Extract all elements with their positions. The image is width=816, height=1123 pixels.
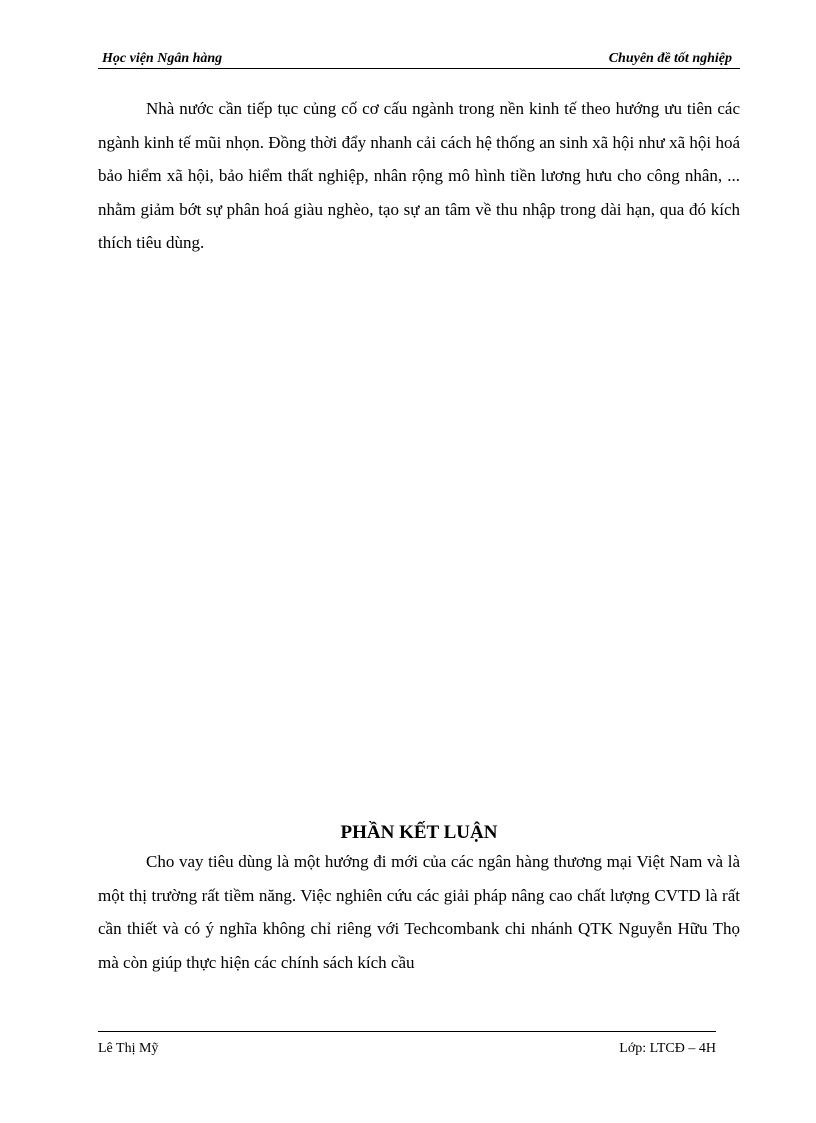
page-header [98,50,740,69]
header-institution: Học viện Ngân hàng [102,51,223,66]
page-footer [98,1031,716,1056]
body-paragraph: Nhà nước cần tiếp tục củng cố cơ cấu ngành trong nền kinh tế theo hướng ưu tiên các ngành kinh tế mũi nhọn. Đồng thời đẩy nhanh cải cách hệ thống an sinh xã hội như xã hội hoá bảo hiểm xã hội, bảo hiểm thất nghiệp, nhân rộng mô hình tiền lương hưu cho công nhân, ... nhằm giảm bớt sự phân hoá giàu nghèo, tạo sự an tâm về thu nhập trong dài hạn, qua đó kích thích tiêu dùng. [98,99,740,252]
header-document-type: Chuyên đề tốt nghiệp [608,51,732,66]
footer-author: Lê Thị Mỹ [98,1041,159,1056]
section-heading: PHẦN KẾT LUẬN [340,822,498,843]
conclusion-paragraph: Cho vay tiêu dùng là một hướng đi mới của các ngân hàng thương mại Việt Nam và là một thị trường rất tiềm năng. Việc nghiên cứu các giải pháp nâng cao chất lượng CVTD là rất cần thiết và có ý nghĩa không chỉ riêng với Techcombank chi nhánh QTK Nguyễn Hữu Thọ mà còn giúp thực hiện các chính sách kích cầu [98,852,740,972]
footer-class: Lớp: LTCĐ – 4H [619,1041,716,1056]
